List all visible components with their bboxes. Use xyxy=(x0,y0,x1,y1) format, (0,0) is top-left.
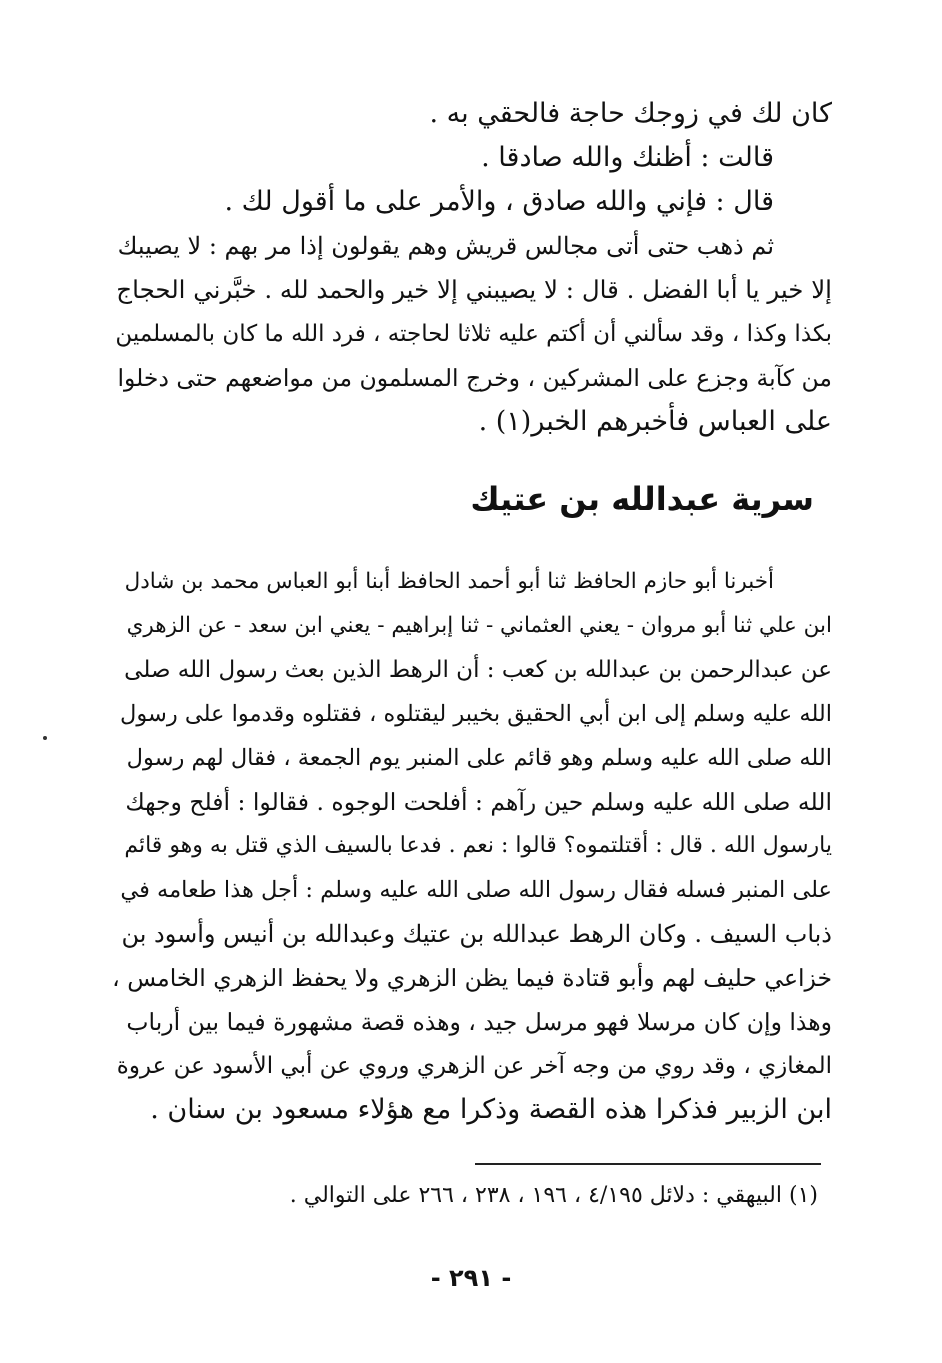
text-line: الله عليه وسلم إلى ابن أبي الحقيق بخيبر ليقتلوه ، فقتلوه وقدموا على رسول xyxy=(120,701,832,727)
text-line: يارسول الله . قال : أقتلتموه؟ قالوا : نعم . فدعا بالسيف الذي قتل به وهو قائم xyxy=(124,833,832,858)
text-line: خزاعي حليف لهم وأبو قتادة فيما يظن الزهري ولا يحفظ الزهري الخامس ، xyxy=(112,964,832,992)
text-line: على العباس فأخبرهم الخبر(١) . xyxy=(478,406,832,437)
text-line: وهذا وإن كان مرسلا فهو مرسل جيد ، وهذه قصة مشهورة فيما بين أرباب xyxy=(126,1008,832,1036)
main-paragraph xyxy=(112,560,832,1150)
text-line: ابن علي ثنا أبو مروان - يعني العثماني - ثنا إبراهيم - يعني ابن سعد - عن الزهري xyxy=(126,613,832,638)
text-line: إلا خير يا أبا الفضل . قال : لا يصيبني إلا خير والحمد لله . خبَّرني الحجاج xyxy=(116,275,832,304)
stray-mark xyxy=(43,736,47,740)
page-number: - ٢٩١ - xyxy=(430,1264,512,1292)
text-line: عن عبدالرحمن بن عبدالله بن كعب : أن الرهط الذين بعث رسول الله صلى xyxy=(124,657,832,683)
text-line: ذباب السيف . وكان الرهط عبدالله بن عتيك وعبدالله بن أنيس وأسود بن xyxy=(121,920,832,948)
text-line: قال : فإني والله صادق ، والأمر على ما أقول لك . xyxy=(224,186,774,217)
text-line: بكذا وكذا ، وقد سألني أن أكتم عليه ثلاثا لحاجته ، فرد الله ما كان بالمسلمين xyxy=(115,321,832,347)
footnote: (١) البيهقي : دلائل ٤/١٩٥ ، ١٩٦ ، ٢٣٨ ، ٢٦٦ على التوالي . xyxy=(289,1183,818,1208)
section-heading: سرية عبدالله بن عتيك xyxy=(470,480,814,518)
text-line: على المنبر فسله فقال رسول الله صلى الله عليه وسلم : أجل هذا طعامه في xyxy=(120,877,832,903)
text-line: الله صلى الله عليه وسلم حين رآهم : أفلحت الوجوه . فقالوا : أفلح وجهك xyxy=(125,788,832,816)
text-line: ابن الزبير فذكرا هذه القصة وذكرا مع هؤلاء مسعود بن سنان . xyxy=(150,1094,832,1125)
text-line: أخبرنا أبو حازم الحافظ ثنا أبو أحمد الحافظ أبنا أبو العباس محمد بن شادل xyxy=(124,569,774,594)
top-paragraph xyxy=(112,92,832,452)
text-line: ثم ذهب حتى أتى مجالس قريش وهم يقولون إذا مر بهم : لا يصيبك xyxy=(117,232,774,260)
text-line: الله صلى الله عليه وسلم وهو قائم على المنبر يوم الجمعة ، فقال لهم رسول xyxy=(126,745,832,771)
text-line: قالت : أظنك والله صادقا . xyxy=(481,142,774,173)
text-line: كان لك في زوجك حاجة فالحقي به . xyxy=(429,98,832,129)
text-line: من كآبة وجزع على المشركين ، وخرج المسلمون من مواضعهم حتى دخلوا xyxy=(117,364,832,392)
footnote-separator xyxy=(475,1163,821,1165)
text-line: المغازي ، وقد روي من وجه آخر عن الزهري وروي عن أبي الأسود عن عروة xyxy=(116,1053,832,1079)
